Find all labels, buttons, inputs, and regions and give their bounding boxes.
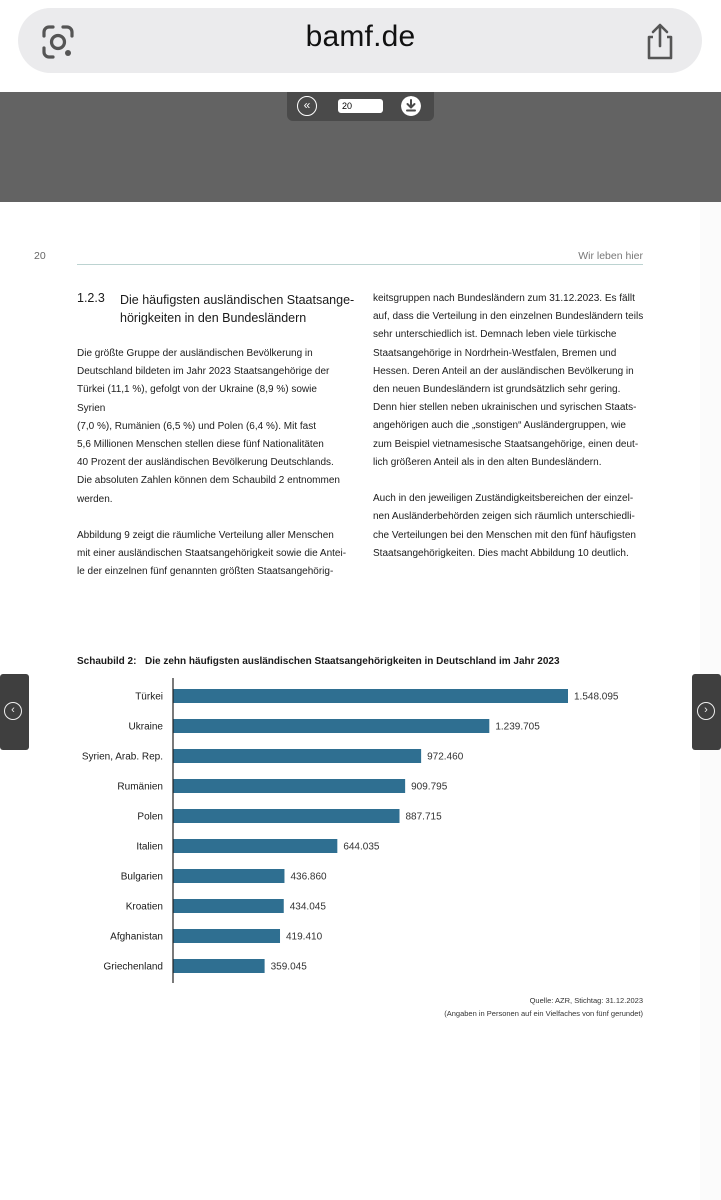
value-label: 887.715 (405, 811, 442, 823)
text-line: 40 Prozent der ausländischen Bevölkerung Deutschlands. (77, 457, 334, 469)
value-label: 436.860 (290, 871, 327, 883)
text-line: werden. (77, 493, 113, 505)
bar-chart (0, 678, 700, 988)
source-note: Quelle: AZR, Stichtag: 31.12.2023 (529, 996, 643, 1005)
bar (173, 779, 405, 793)
category-label: Türkei (135, 691, 163, 703)
text-line: Abbildung 9 zeigt die räumliche Verteilung aller Menschen (77, 530, 334, 542)
bar (173, 899, 284, 913)
text-line: sehr unterschiedlich ist. Demnach leben viele türkische (373, 329, 617, 341)
rounding-note: (Angaben in Personen auf ein Vielfaches von fünf gerundet) (444, 1009, 643, 1018)
category-label: Bulgarien (120, 871, 163, 883)
text-line: angehörigen auch die „sonstigen“ Ausländergruppen, wie (373, 420, 626, 432)
text-line: (7,0 %), Rumänien (6,5 %) und Polen (6,4 %). Mit fast (77, 420, 316, 432)
section-title (120, 291, 360, 327)
text-line: zum Beispiel vietnamesische Staatsangehörige, einen deut- (373, 438, 639, 450)
value-label: 644.035 (343, 841, 380, 853)
category-label: Kroatien (125, 901, 163, 913)
browser-toolbar (0, 0, 721, 92)
category-label: Syrien, Arab. Rep. (81, 751, 163, 763)
section-title-text: Die häufigsten ausländischen Staatsange-hörigkeiten in den Bundesländern (120, 293, 355, 325)
page-number: 20 (34, 250, 46, 262)
text-line: che Verteilungen bei den Menschen mit den fünf häufigsten (373, 529, 636, 541)
text-line: Die größte Gruppe der ausländischen Bevölkerung in (77, 348, 313, 359)
text-line: 5,6 Millionen Menschen stellen diese fünf Nationalitäten (77, 439, 324, 451)
bar (173, 809, 400, 823)
value-label: 1.548.095 (574, 691, 619, 703)
bar (173, 929, 280, 943)
text-line: Die absoluten Zahlen können dem Schaubild 2 entnommen (77, 475, 340, 487)
bar (173, 689, 568, 703)
text-line: Auch in den jeweiligen Zuständigkeitsbereichen der einzel- (373, 493, 634, 505)
chart-label: Schaubild 2: (77, 656, 137, 667)
download-icon[interactable] (401, 96, 421, 116)
running-head: Wir leben hier (578, 250, 643, 262)
url-text[interactable]: bamf.de (305, 20, 416, 53)
header-rule (77, 264, 643, 265)
value-label: 419.410 (286, 931, 323, 943)
chart-title-text: Die zehn häufigsten ausländischen Staatsangehörigkeiten in Deutschland im Jahr 2023 (145, 656, 560, 667)
bar (173, 839, 337, 853)
category-label: Ukraine (128, 721, 163, 733)
bar (173, 719, 489, 733)
category-label: Griechenland (103, 961, 163, 973)
text-line: Staatsangehörige in Nordrhein-Westfalen, Bremen und (373, 347, 617, 359)
share-icon[interactable] (640, 22, 680, 62)
double-chevron-left-icon[interactable]: « (297, 96, 317, 116)
category-label: Polen (137, 811, 163, 823)
category-label: Italien (136, 841, 163, 853)
bar (173, 959, 265, 973)
bar (173, 749, 421, 763)
text-line: Staatsangehörigkeiten. Dies macht Abbildung 10 deutlich. (373, 547, 629, 559)
chevron-left-icon: ‹ (4, 702, 22, 720)
category-label: Afghanistan (110, 931, 163, 943)
text-line: lich größeren Anteil als in den alten Bundesländern. (373, 456, 602, 468)
chevron-right-icon: › (697, 702, 715, 720)
value-label: 434.045 (289, 901, 326, 913)
page-number-input[interactable]: 20 (338, 99, 383, 113)
left-text-column (77, 345, 347, 582)
section-number: 1.2.3 (77, 291, 105, 305)
category-label: Rumänien (117, 781, 163, 793)
text-line: keitsgruppen nach Bundesländern zum 31.12.2023. Es fällt (373, 293, 635, 304)
text-line: Denn hier stellen neben ukrainischen und syrischen Staats- (373, 402, 637, 414)
value-label: 1.239.705 (495, 721, 540, 733)
value-label: 359.045 (270, 961, 307, 973)
text-line: den neuen Bundesländern ist grundsätzlich sehr gering. (373, 384, 621, 396)
text-line: le der einzelnen fünf genannten größten Staatsangehörig- (77, 566, 334, 578)
value-label: 909.795 (411, 781, 448, 793)
text-line: auf, dass die Verteilung in den einzelnen Bundesländern teils (373, 311, 644, 323)
text-line: mit einer ausländischen Staatsangehörigkeit sowie die Antei- (77, 548, 347, 560)
right-text-column (373, 290, 648, 563)
text-line: Hessen. Deren Anteil an der ausländischen Bevölkerung in (373, 365, 634, 377)
text-line: Deutschland bildeten im Jahr 2023 Staatsangehörige der (77, 366, 330, 378)
text-line: nen Ausländerbehörden zeigen sich räumlich unterschiedli- (373, 511, 635, 523)
text-line: Türkei (11,1 %), gefolgt von der Ukraine (8,9 %) sowie Syrien (77, 384, 317, 414)
bar (173, 869, 284, 883)
value-label: 972.460 (427, 751, 464, 763)
chart-title (77, 656, 560, 667)
